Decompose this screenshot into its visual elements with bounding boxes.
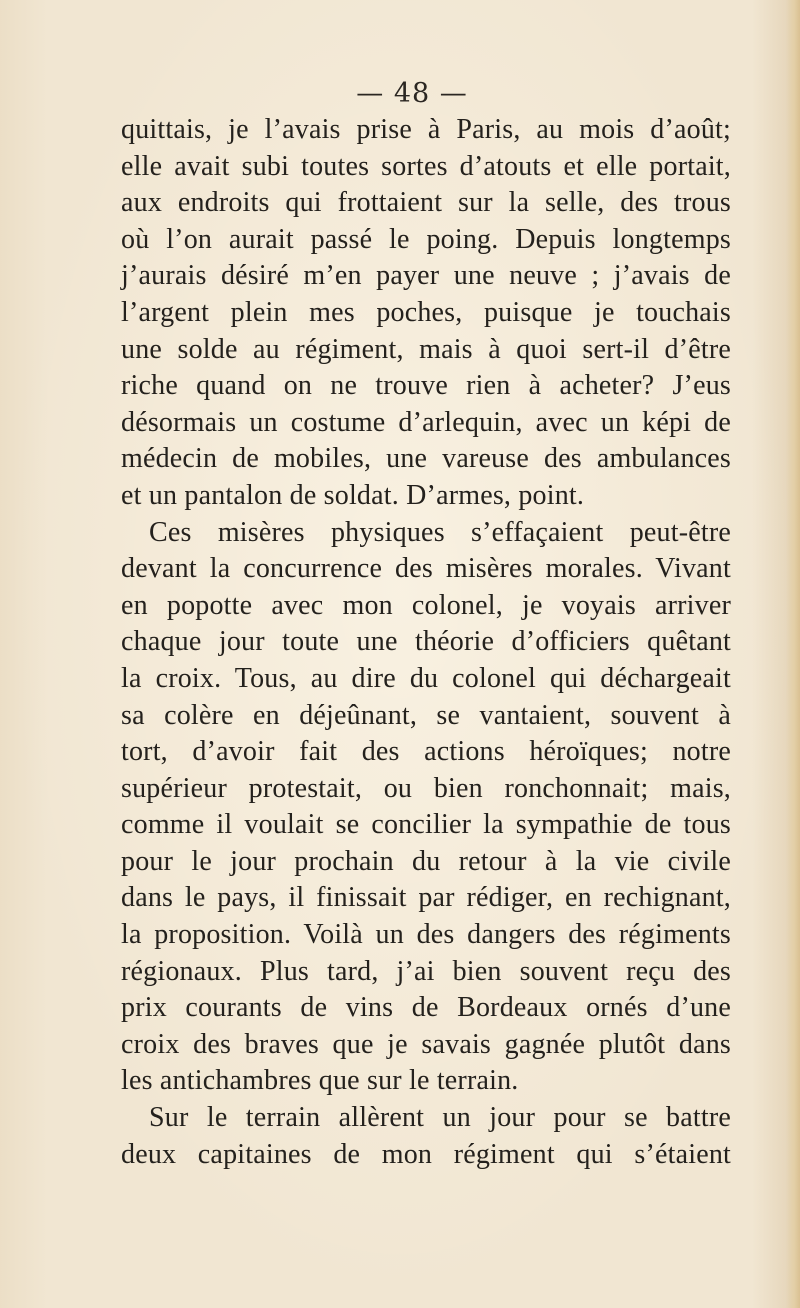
text-line: j’aurais désiré m’en payer une neuve ; j’avais de — [121, 260, 731, 292]
text-line: comme il voulait se concilier la sympathie de tous — [121, 809, 731, 841]
text-line: sa colère en déjeûnant, se vantaient, souvent à — [121, 699, 731, 731]
text-line: désormais un costume d’arlequin, avec un képi de — [121, 406, 731, 438]
text-line: les antichambres que sur le terrain. — [121, 1065, 519, 1097]
text-line: deux capitaines de mon régiment qui s’étaient — [121, 1138, 731, 1170]
text-line: tort, d’avoir fait des actions héroïques; notre — [121, 736, 731, 768]
text-line: riche quand on ne trouve rien à acheter? J’eus — [121, 370, 731, 402]
text-line: pour le jour prochain du retour à la vie civile — [121, 845, 731, 877]
text-line: la proposition. Voilà un des dangers des régiments — [121, 919, 731, 951]
text-line: régionaux. Plus tard, j’ai bien souvent reçu des — [121, 955, 731, 987]
text-line: aux endroits qui frottaient sur la selle, des trous — [121, 187, 731, 219]
text-line: l’argent plein mes poches, puisque je touchais — [121, 296, 731, 328]
text-line: Sur le terrain allèrent un jour pour se battre — [149, 1102, 731, 1134]
text-line: où l’on aurait passé le poing. Depuis longtemps — [121, 223, 731, 255]
text-line: chaque jour toute une théorie d’officiers quêtant — [121, 626, 731, 658]
text-line: en popotte avec mon colonel, je voyais arriver — [121, 589, 731, 621]
text-line: prix courants de vins de Bordeaux ornés d’une — [121, 992, 731, 1024]
page-number: — 48 — — [356, 78, 468, 109]
page-edge-shadow — [786, 0, 800, 1308]
text-line: Ces misères physiques s’effaçaient peut-être — [149, 516, 731, 548]
text-line: devant la concurrence des misères morales. Vivant — [121, 553, 731, 585]
text-line: dans le pays, il finissait par rédiger, en rechignant, — [121, 882, 731, 914]
text-line: la croix. Tous, au dire du colonel qui déchargeait — [121, 662, 731, 694]
body-text — [121, 112, 731, 1173]
text-line: elle avait subi toutes sortes d’atouts et elle portait, — [121, 150, 731, 182]
text-line: une solde au régiment, mais à quoi sert-il d’être — [121, 333, 731, 365]
text-line: croix des braves que je savais gagnée plutôt dans — [121, 1028, 731, 1060]
text-line: médecin de mobiles, une vareuse des ambulances — [121, 443, 731, 475]
text-line: supérieur protestait, ou bien ronchonnait; mais, — [121, 772, 731, 804]
text-line: et un pantalon de soldat. D’armes, point. — [121, 479, 585, 511]
text-line: quittais, je l’avais prise à Paris, au mois d’août; — [121, 114, 731, 145]
